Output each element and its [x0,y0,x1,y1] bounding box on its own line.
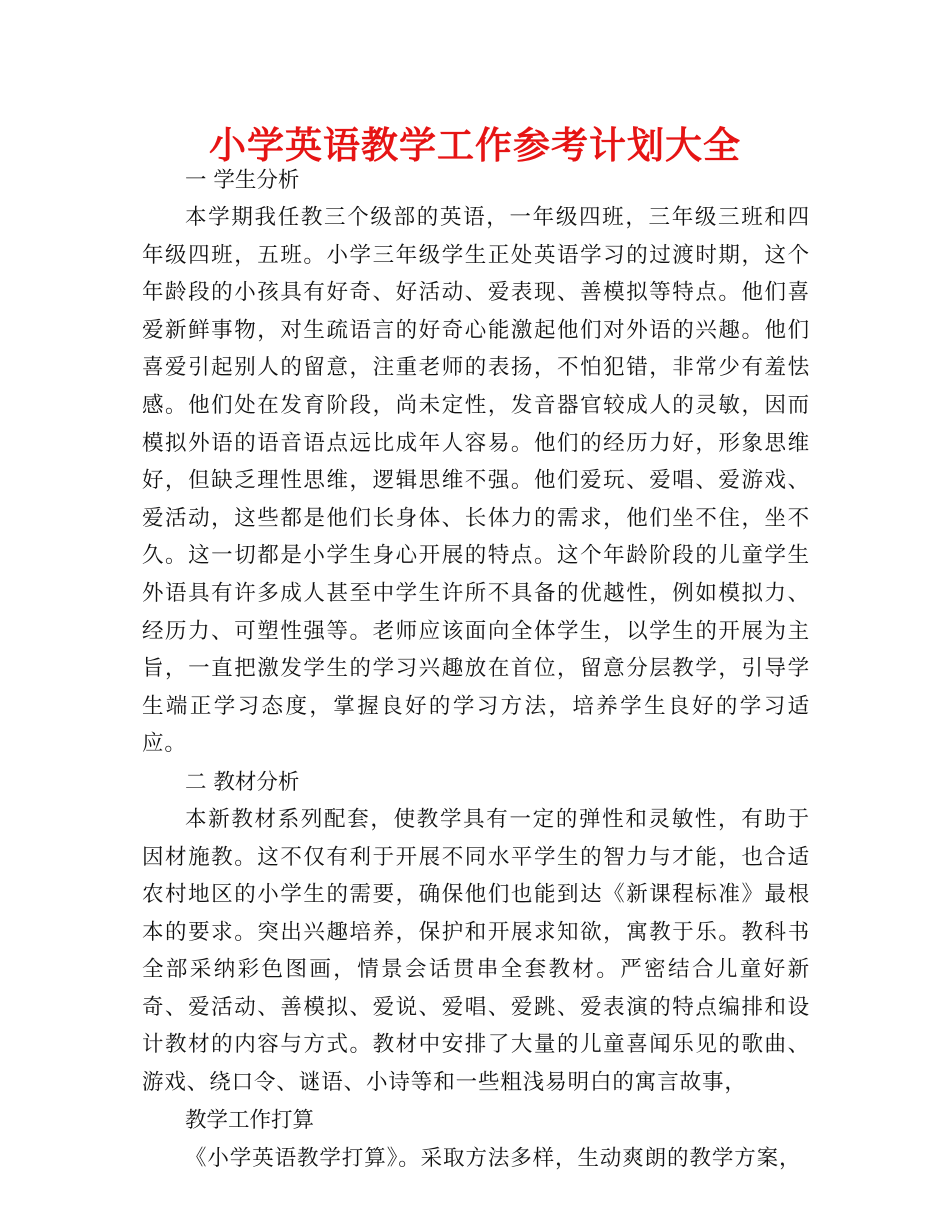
paragraph-textbook-analysis: 本新教材系列配套，使教学具有一定的弹性和灵敏性，有助于因材施教。这不仅有利于开展不同水平学生的智力与才能，也合适农村地区的小学生的需要，确保他们也能到达《新课程标准》最根本的要求。突出兴趣培养，保护和开展求知欲，寓教于乐。教科书全部采纳彩色图画，情景会话贯串全套教材。严密结合儿童好新奇、爱活动、善模拟、爱说、爱唱、爱跳、爱表演的特点编排和设计教材的内容与方式。教材中安排了大量的儿童喜闻乐见的歌曲、游戏、绕口令、谜语、小诗等和一些粗浅易明白的寓言故事， [142,806,810,1096]
paragraph-student-analysis: 本学期我任教三个级部的英语，一年级四班，三年级三班和四年级四班，五班。小学三年级学生正处英语学习的过渡时期，这个年龄段的小孩具有好奇、好活动、爱表现、善模拟等特点。他们喜爱新鲜事物，对生疏语言的好奇心能激起他们对外语的兴趣。他们喜爱引起别人的留意，注重老师的表扬，不怕犯错，非常少有羞怯感。他们处在发育阶段，尚未定性，发音器官较成人的灵敏，因而模拟外语的语音语点远比成年人容易。他们的经历力好，形象思维好，但缺乏理性思维，逻辑思维不强。他们爱玩、爱唱、爱游戏、爱活动，这些都是他们长身体、长体力的需求，他们坐不住，坐不久。这一切都是小学生身心开展的特点。这个年龄阶段的儿童学生外语具有许多成人甚至中学生许所不具备的优越性，例如模拟力、经历力、可塑性强等。老师应该面向全体学生，以学生的开展为主旨，一直把激发学生的学习兴趣放在首位，留意分层教学，引导学生端正学习态度，掌握良好的学习方法，培养学生良好的学习适应。 [142,205,810,757]
document-body [142,162,810,1177]
section-heading-teaching-plan: 教学工作打算 [185,1107,315,1133]
paragraph-teaching-plan: 《小学英语教学打算》。采取方法多样，生动爽朗的教学方案， [185,1145,802,1171]
section-heading-student-analysis: 一 学生分析 [185,168,300,193]
section-heading-textbook-analysis: 二 教材分析 [185,769,300,795]
document-title: 小学英语教学工作参考计划大全 [209,123,741,167]
